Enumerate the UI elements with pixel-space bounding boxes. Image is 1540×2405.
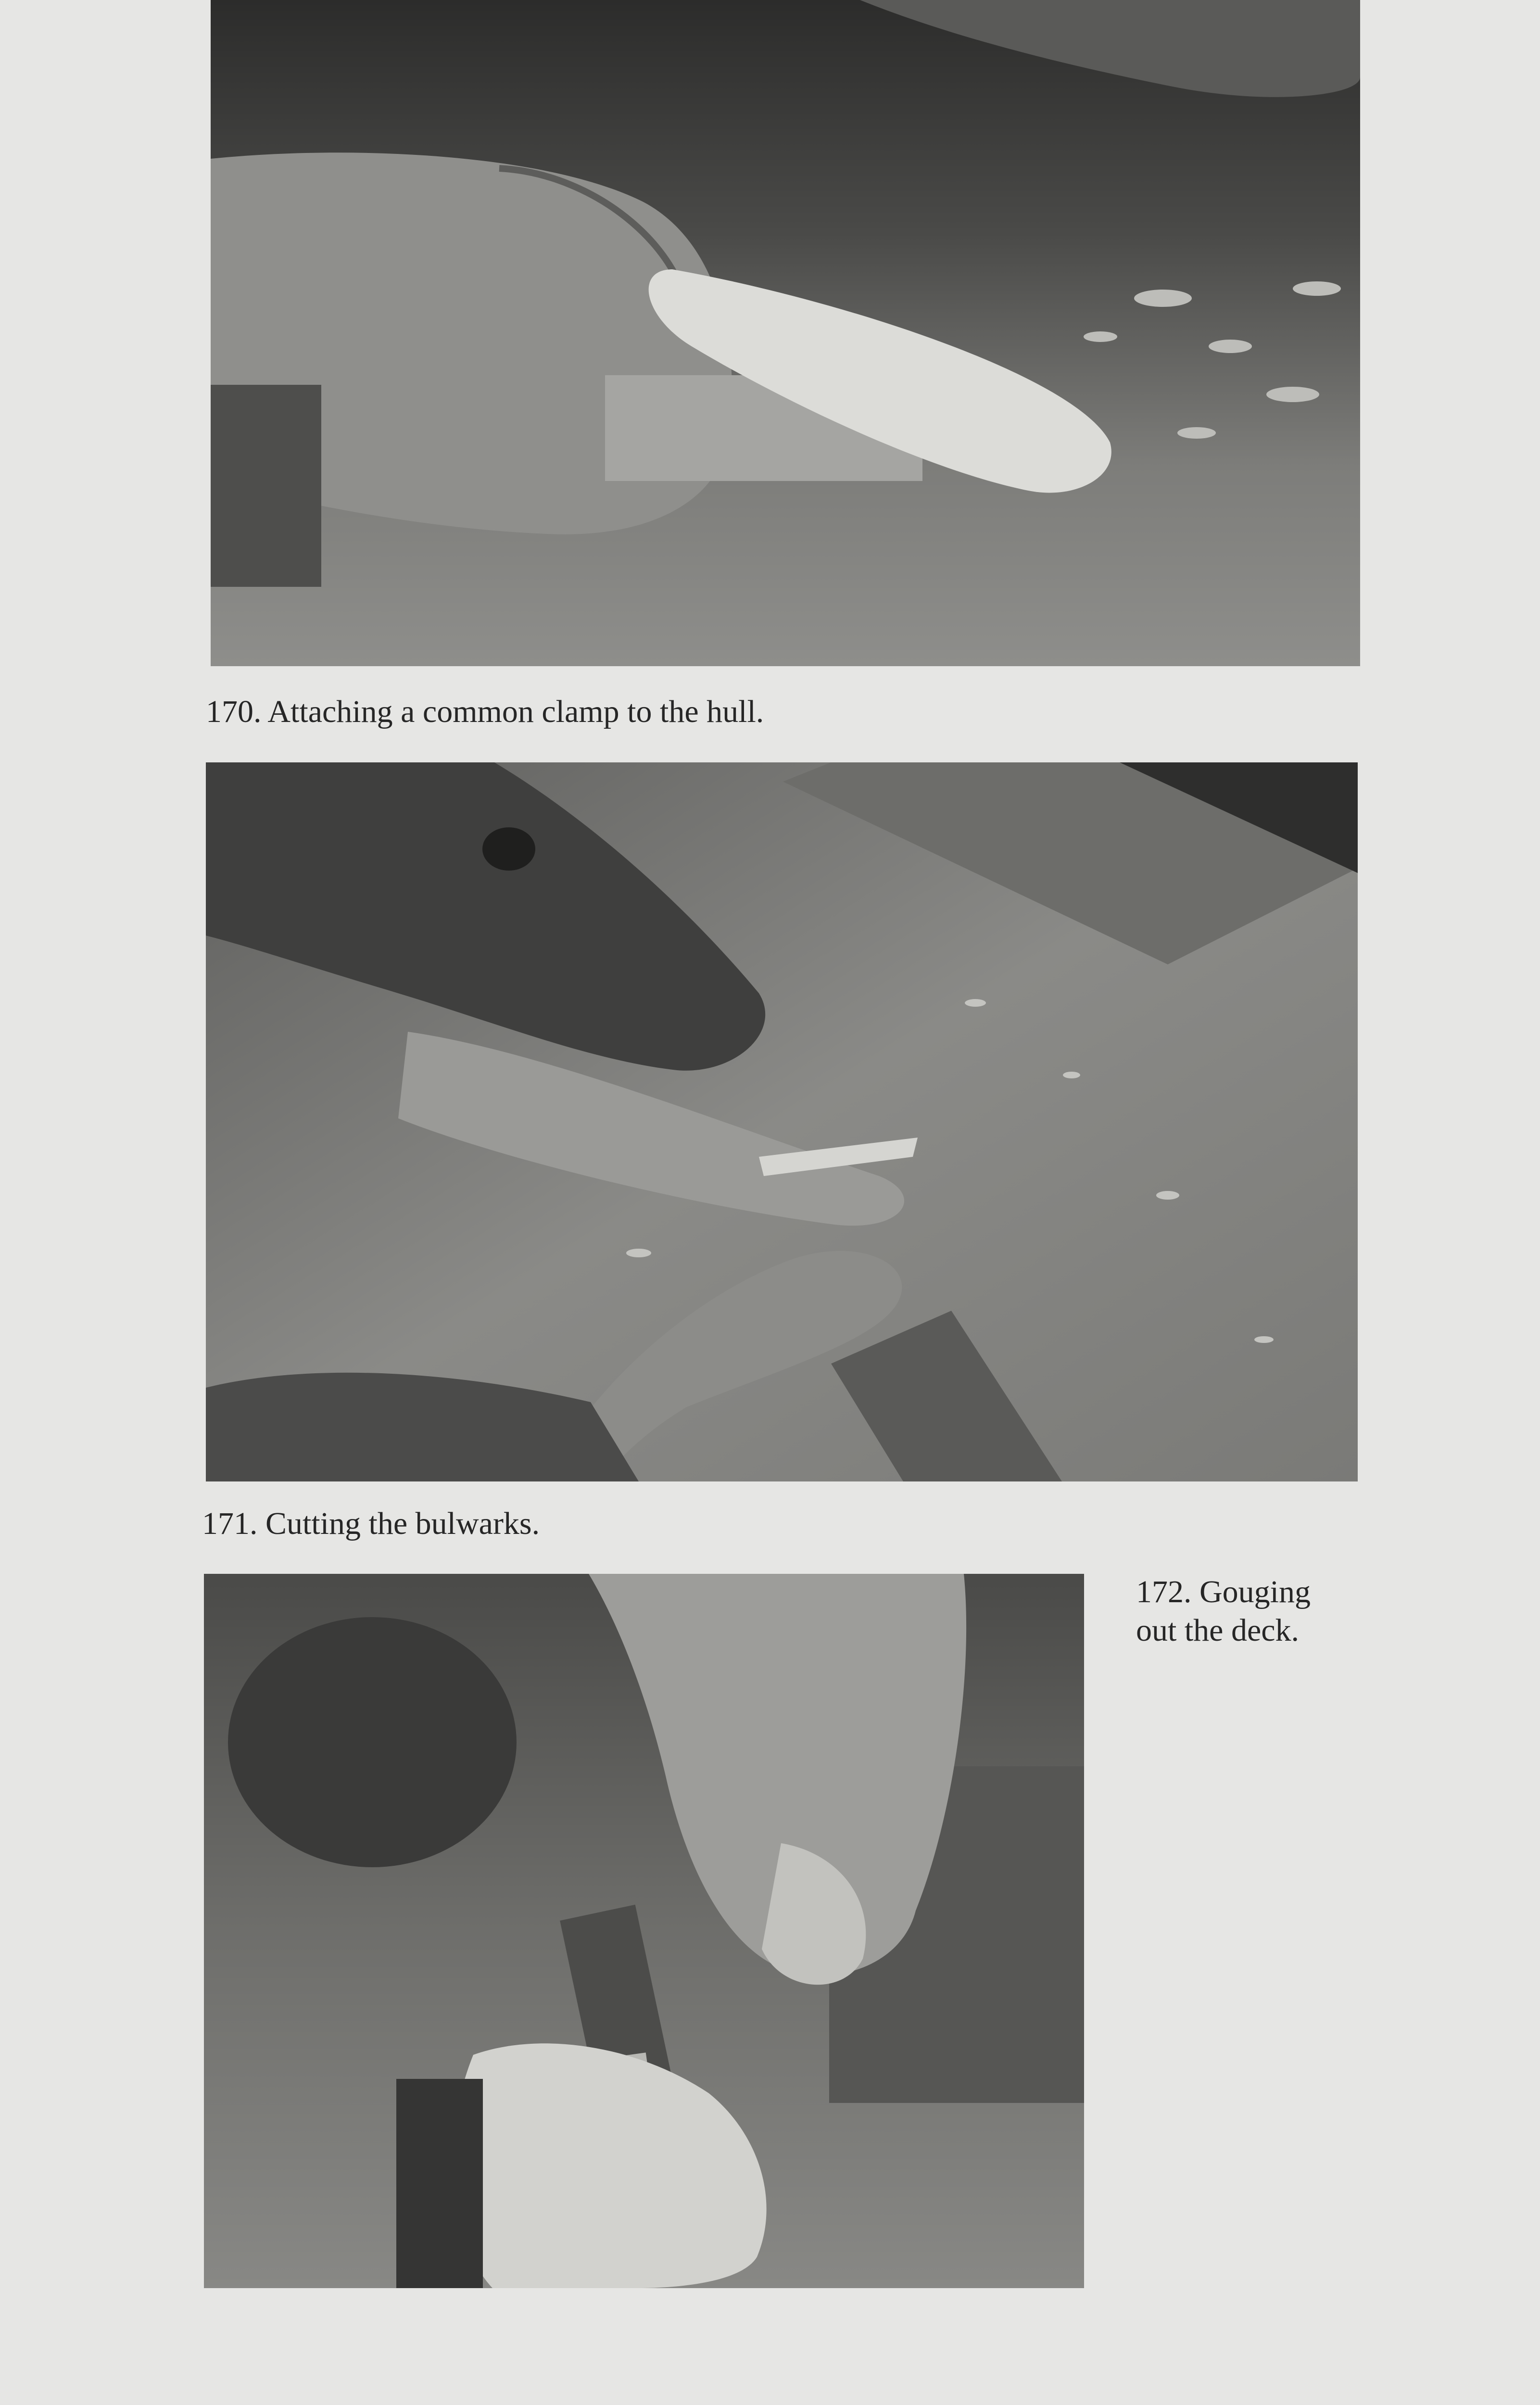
- photo-171-cutting-bulwarks: [206, 762, 1358, 1481]
- caption-172: [1136, 1573, 1311, 1650]
- caption-172-line1: 172. Gouging: [1136, 1574, 1311, 1609]
- caption-171: 171. Cutting the bulwarks.: [202, 1506, 540, 1541]
- photo-172-image: [204, 1574, 1084, 2288]
- caption-170: 170. Attaching a common clamp to the hull.: [206, 694, 764, 729]
- photo-172-gouging-deck: [204, 1574, 1084, 2288]
- caption-172-line2: out the deck.: [1136, 1613, 1300, 1648]
- photo-171-image: [206, 762, 1358, 1481]
- photo-170-clamp-hull: [211, 0, 1360, 666]
- photo-170-image: [211, 0, 1360, 666]
